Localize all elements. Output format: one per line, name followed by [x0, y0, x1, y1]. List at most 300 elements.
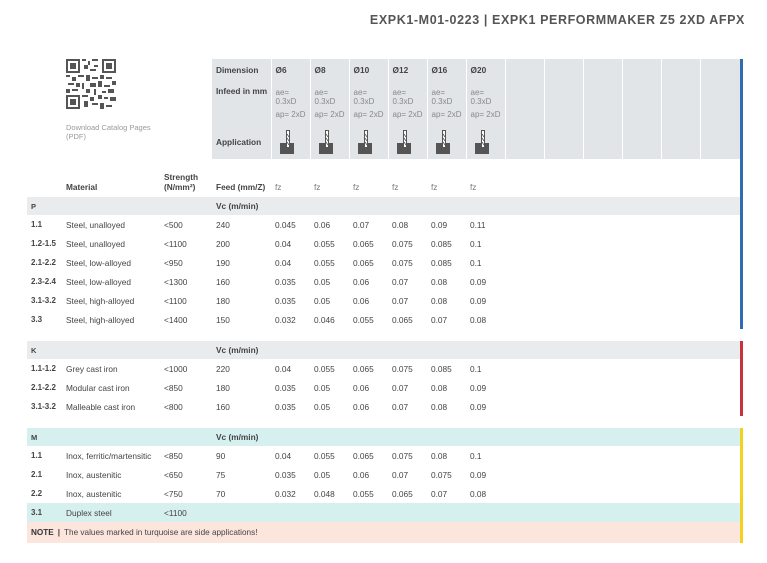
empty-cell [661, 465, 700, 484]
infeed-cell [427, 81, 466, 125]
fz-value: 0.05 [314, 469, 331, 480]
infeed-label: Infeed in mm [212, 81, 271, 125]
empty-cell [505, 310, 544, 329]
empty-cell [622, 446, 661, 465]
material-row [27, 378, 743, 397]
dimension-label: Dimension [212, 59, 271, 81]
empty-cell [544, 416, 583, 428]
empty-cell [544, 329, 583, 341]
empty-cell [63, 329, 164, 341]
fz-value: 0.06 [353, 401, 370, 412]
empty-cell [544, 428, 583, 446]
fz-value: 0.11 [470, 219, 486, 230]
slot-milling-icon [358, 136, 372, 146]
empty-cell [427, 416, 466, 428]
empty-cell [583, 446, 622, 465]
fz-value: 0.046 [314, 314, 335, 325]
empty-cell [63, 416, 164, 428]
dimension-cell: Ø6 [271, 59, 310, 81]
fz-value: 0.07 [431, 314, 448, 325]
empty-cell [583, 503, 622, 522]
empty-cell [63, 428, 164, 446]
empty-cell [622, 272, 661, 291]
vc-value: 70 [216, 488, 226, 499]
empty-cell [583, 329, 622, 341]
material-name: Inox, austenitic [66, 469, 122, 480]
empty-cell [505, 503, 544, 522]
material-row [27, 359, 743, 378]
group-header-p [27, 197, 743, 215]
fz-value: 0.1 [470, 363, 482, 374]
empty-cell [349, 341, 388, 359]
fz-value: 0.05 [314, 401, 331, 412]
empty-cell [349, 416, 388, 428]
fz-value: 0.065 [353, 257, 374, 268]
fz-value: 0.075 [392, 363, 413, 374]
empty-cell [622, 378, 661, 397]
fz-value: 0.035 [275, 295, 296, 306]
empty-cell [466, 428, 505, 446]
empty-cell [622, 428, 661, 446]
empty-cell [700, 272, 743, 291]
empty-cell [164, 59, 212, 81]
empty-cell [622, 310, 661, 329]
empty-cell [661, 378, 700, 397]
empty-cell [388, 416, 427, 428]
empty-cell [583, 416, 622, 428]
fz-value: 0.06 [353, 469, 370, 480]
application-cell [466, 125, 505, 159]
strength-value: <850 [164, 450, 183, 461]
empty-cell [505, 125, 544, 159]
vc-value: 90 [216, 450, 226, 461]
empty-cell [544, 465, 583, 484]
group-code: K [27, 341, 63, 359]
fz-value: 0.09 [470, 469, 487, 480]
empty-cell [310, 428, 349, 446]
fz-value: 0.048 [314, 488, 335, 499]
empty-cell [544, 378, 583, 397]
fz-value: 0.1 [470, 238, 482, 249]
material-name: Duplex steel [63, 503, 164, 522]
application-label: Application [212, 125, 271, 159]
vc-value: 160 [216, 276, 230, 287]
empty-cell [310, 329, 349, 341]
empty-cell [622, 416, 661, 428]
empty-cell [700, 503, 743, 522]
fz-value: 0.04 [275, 450, 292, 461]
dimension-cell: Ø12 [388, 59, 427, 81]
fz-heading: fz [470, 182, 477, 192]
empty-cell [505, 359, 544, 378]
slot-milling-icon [397, 136, 411, 146]
strength-value: <850 [164, 382, 183, 393]
group-color-bar-k [740, 341, 743, 416]
application-row [27, 125, 743, 159]
material-name: Inox, ferritic/martensitic [66, 450, 152, 461]
material-row [27, 215, 743, 234]
fz-value: 0.032 [275, 314, 296, 325]
material-name: Steel, high-alloyed [66, 295, 135, 306]
empty-cell [583, 359, 622, 378]
infeed-row [27, 81, 743, 125]
strength-value: <800 [164, 401, 183, 412]
fz-value: 0.065 [353, 238, 374, 249]
empty-cell [164, 416, 212, 428]
dimension-row [27, 59, 743, 81]
empty-cell [661, 234, 700, 253]
fz-value: 0.1 [470, 450, 482, 461]
empty-cell [505, 272, 544, 291]
empty-cell [583, 159, 622, 197]
empty-cell [661, 397, 700, 416]
empty-cell [505, 253, 544, 272]
material-name: Inox, austenitic [66, 488, 122, 499]
empty-cell [505, 159, 544, 197]
empty-cell [622, 81, 661, 125]
vc-value [212, 503, 271, 522]
empty-cell [466, 341, 505, 359]
vc-heading: Vc (m/min) [212, 197, 271, 215]
material-row [27, 397, 743, 416]
fz-value: 0.045 [275, 219, 296, 230]
material-code: 3.3 [31, 315, 43, 324]
material-code: 2.1-2.2 [31, 258, 56, 267]
fz-heading: fz [275, 182, 282, 192]
application-cell [427, 125, 466, 159]
infeed-cell [271, 81, 310, 125]
fz-value: 0.09 [470, 401, 487, 412]
fz-value: 0.035 [275, 469, 296, 480]
empty-cell [505, 59, 544, 81]
fz-value: 0.055 [314, 363, 335, 374]
fz-value: 0.055 [314, 450, 335, 461]
empty-cell [505, 416, 544, 428]
empty-cell [583, 291, 622, 310]
empty-cell [505, 291, 544, 310]
infeed-cell [349, 81, 388, 125]
empty-cell [271, 416, 310, 428]
material-code: 1.2-1.5 [31, 239, 56, 248]
vc-value: 75 [216, 469, 226, 480]
fz-value [271, 503, 310, 522]
empty-cell [212, 329, 271, 341]
fz-value [388, 503, 427, 522]
fz-value: 0.055 [353, 488, 374, 499]
fz-value: 0.07 [431, 488, 448, 499]
empty-cell [661, 484, 700, 503]
empty-cell [700, 446, 743, 465]
infeed-ae: ae= 0.3xD [431, 87, 453, 106]
fz-value: 0.032 [275, 488, 296, 499]
fz-value: 0.08 [470, 314, 487, 325]
empty-cell [544, 291, 583, 310]
dimension-cell: Ø10 [349, 59, 388, 81]
fz-value: 0.05 [314, 295, 331, 306]
empty-cell [622, 503, 661, 522]
empty-cell [622, 125, 661, 159]
empty-cell [622, 159, 661, 197]
group-spacer [27, 329, 743, 341]
empty-cell [164, 197, 212, 215]
group-color-bar-m [740, 428, 743, 543]
empty-cell [466, 329, 505, 341]
fz-value: 0.08 [470, 488, 487, 499]
feed-heading: Feed (mm/Z) [216, 182, 266, 192]
strength-value: <750 [164, 488, 183, 499]
empty-cell [505, 446, 544, 465]
material-row [27, 465, 743, 484]
fz-value: 0.08 [392, 219, 409, 230]
empty-cell [27, 59, 63, 81]
material-row [27, 310, 743, 329]
infeed-ae: ae= 0.3xD [353, 87, 375, 106]
empty-cell [700, 378, 743, 397]
fz-value: 0.075 [431, 469, 452, 480]
fz-heading: fz [392, 182, 399, 192]
application-cell [310, 125, 349, 159]
fz-value: 0.04 [275, 257, 292, 268]
empty-cell [622, 59, 661, 81]
fz-value: 0.055 [314, 238, 335, 249]
empty-cell [661, 197, 700, 215]
fz-value: 0.085 [431, 363, 452, 374]
empty-cell [622, 329, 661, 341]
empty-cell [427, 329, 466, 341]
empty-cell [27, 329, 63, 341]
empty-cell [505, 465, 544, 484]
note-text: The values marked in turquoise are side applications! [64, 528, 258, 537]
infeed-ap: ap= 2xD [470, 109, 501, 119]
empty-cell [544, 234, 583, 253]
empty-cell [544, 59, 583, 81]
material-name: Steel, unalloyed [66, 219, 126, 230]
empty-cell [700, 125, 743, 159]
empty-cell [544, 253, 583, 272]
group-color-bar-p [740, 59, 743, 329]
material-row [27, 272, 743, 291]
fz-value: 0.04 [275, 238, 292, 249]
infeed-cell [466, 81, 505, 125]
slot-milling-icon [436, 136, 450, 146]
empty-cell [622, 253, 661, 272]
application-cell [388, 125, 427, 159]
fz-heading: fz [431, 182, 438, 192]
empty-cell [427, 197, 466, 215]
empty-cell [700, 59, 743, 81]
fz-value [466, 503, 505, 522]
material-row [27, 253, 743, 272]
empty-cell [544, 81, 583, 125]
empty-cell [349, 197, 388, 215]
empty-cell [622, 291, 661, 310]
empty-cell [212, 416, 271, 428]
empty-cell [310, 416, 349, 428]
fz-value: 0.07 [392, 401, 409, 412]
empty-cell [622, 397, 661, 416]
qr-caption[interactable]: Download Catalog Pages (PDF) [66, 123, 151, 141]
note-label: NOTE [31, 528, 54, 537]
application-cell [349, 125, 388, 159]
empty-cell [661, 310, 700, 329]
empty-cell [505, 484, 544, 503]
group-spacer [27, 416, 743, 428]
empty-cell [544, 341, 583, 359]
empty-cell [544, 359, 583, 378]
empty-cell [505, 329, 544, 341]
empty-cell [164, 428, 212, 446]
empty-cell [700, 428, 743, 446]
fz-value: 0.035 [275, 276, 296, 287]
empty-cell [271, 329, 310, 341]
empty-cell [583, 81, 622, 125]
empty-cell [164, 341, 212, 359]
infeed-ae: ae= 0.3xD [392, 87, 414, 106]
material-name: Malleable cast iron [66, 401, 136, 412]
fz-value [349, 503, 388, 522]
empty-cell [544, 159, 583, 197]
material-code: 2.3-2.4 [31, 277, 56, 286]
slot-milling-icon [319, 136, 333, 146]
empty-cell [583, 378, 622, 397]
dimension-cell: Ø16 [427, 59, 466, 81]
strength-value: <1100 [164, 503, 212, 522]
empty-cell [700, 234, 743, 253]
material-code: 1.1 [31, 451, 43, 460]
empty-cell [544, 272, 583, 291]
empty-cell [505, 197, 544, 215]
note-separator: | [57, 528, 61, 537]
dimension-cell: Ø20 [466, 59, 505, 81]
empty-cell [505, 397, 544, 416]
fz-value: 0.055 [353, 314, 374, 325]
material-code: 2.1 [31, 470, 43, 479]
empty-cell [700, 484, 743, 503]
empty-cell [544, 215, 583, 234]
material-name: Grey cast iron [66, 363, 118, 374]
fz-value: 0.05 [314, 382, 331, 393]
empty-cell [700, 253, 743, 272]
fz-value: 0.05 [314, 276, 331, 287]
empty-cell [661, 125, 700, 159]
empty-cell [583, 234, 622, 253]
material-name: Steel, low-alloyed [66, 257, 132, 268]
empty-cell [700, 359, 743, 378]
fz-value: 0.06 [353, 382, 370, 393]
fz-value: 0.04 [275, 363, 292, 374]
empty-cell [583, 310, 622, 329]
empty-cell [63, 59, 164, 81]
infeed-ap: ap= 2xD [275, 109, 306, 119]
fz-value: 0.09 [470, 295, 487, 306]
empty-cell [622, 215, 661, 234]
note-cell [27, 522, 743, 543]
empty-cell [505, 428, 544, 446]
fz-value: 0.065 [353, 450, 374, 461]
fz-value: 0.08 [431, 450, 448, 461]
empty-cell [661, 253, 700, 272]
cutting-data-table-wrap [27, 59, 743, 543]
fz-value: 0.035 [275, 401, 296, 412]
fz-value [427, 503, 466, 522]
column-heading-row [27, 159, 743, 197]
empty-cell [661, 416, 700, 428]
empty-cell [622, 484, 661, 503]
fz-value: 0.06 [314, 219, 331, 230]
fz-value: 0.075 [392, 238, 413, 249]
fz-value: 0.07 [353, 219, 370, 230]
material-code: 2.2 [31, 489, 43, 498]
fz-value: 0.08 [431, 382, 448, 393]
empty-cell [388, 197, 427, 215]
fz-value: 0.085 [431, 238, 452, 249]
empty-cell [427, 428, 466, 446]
empty-cell [583, 59, 622, 81]
empty-cell [544, 125, 583, 159]
vc-value: 180 [216, 382, 230, 393]
empty-cell [700, 159, 743, 197]
application-cell [271, 125, 310, 159]
fz-value: 0.09 [470, 276, 487, 287]
material-name: Modular cast iron [66, 382, 130, 393]
empty-cell [700, 416, 743, 428]
empty-cell [700, 81, 743, 125]
strength-value: <1400 [164, 314, 188, 325]
material-heading: Material [66, 182, 98, 192]
empty-cell [63, 341, 164, 359]
empty-cell [700, 215, 743, 234]
fz-value: 0.075 [392, 450, 413, 461]
empty-cell [622, 341, 661, 359]
empty-cell [661, 159, 700, 197]
fz-value: 0.09 [431, 219, 448, 230]
empty-cell [544, 503, 583, 522]
fz-value: 0.075 [392, 257, 413, 268]
empty-cell [700, 310, 743, 329]
empty-cell [63, 197, 164, 215]
empty-cell [583, 428, 622, 446]
empty-cell [622, 197, 661, 215]
fz-value: 0.07 [392, 295, 409, 306]
empty-cell [583, 125, 622, 159]
empty-cell [271, 341, 310, 359]
empty-cell [164, 329, 212, 341]
vc-value: 190 [216, 257, 230, 268]
material-name: Steel, high-alloyed [66, 314, 135, 325]
fz-value: 0.035 [275, 382, 296, 393]
empty-cell [700, 341, 743, 359]
empty-cell [466, 416, 505, 428]
vc-heading: Vc (m/min) [212, 428, 271, 446]
empty-cell [27, 416, 63, 428]
fz-value: 0.085 [431, 257, 452, 268]
strength-value: <1000 [164, 363, 188, 374]
empty-cell [544, 484, 583, 503]
strength-value: <1100 [164, 238, 187, 249]
fz-value: 0.08 [431, 295, 448, 306]
empty-cell [583, 484, 622, 503]
material-name: Steel, unalloyed [66, 238, 126, 249]
empty-cell [505, 234, 544, 253]
empty-cell [700, 291, 743, 310]
fz-heading: fz [314, 182, 321, 192]
fz-value: 0.08 [431, 401, 448, 412]
empty-cell [505, 81, 544, 125]
empty-cell [661, 59, 700, 81]
empty-cell [661, 215, 700, 234]
empty-cell [583, 272, 622, 291]
empty-cell [661, 503, 700, 522]
